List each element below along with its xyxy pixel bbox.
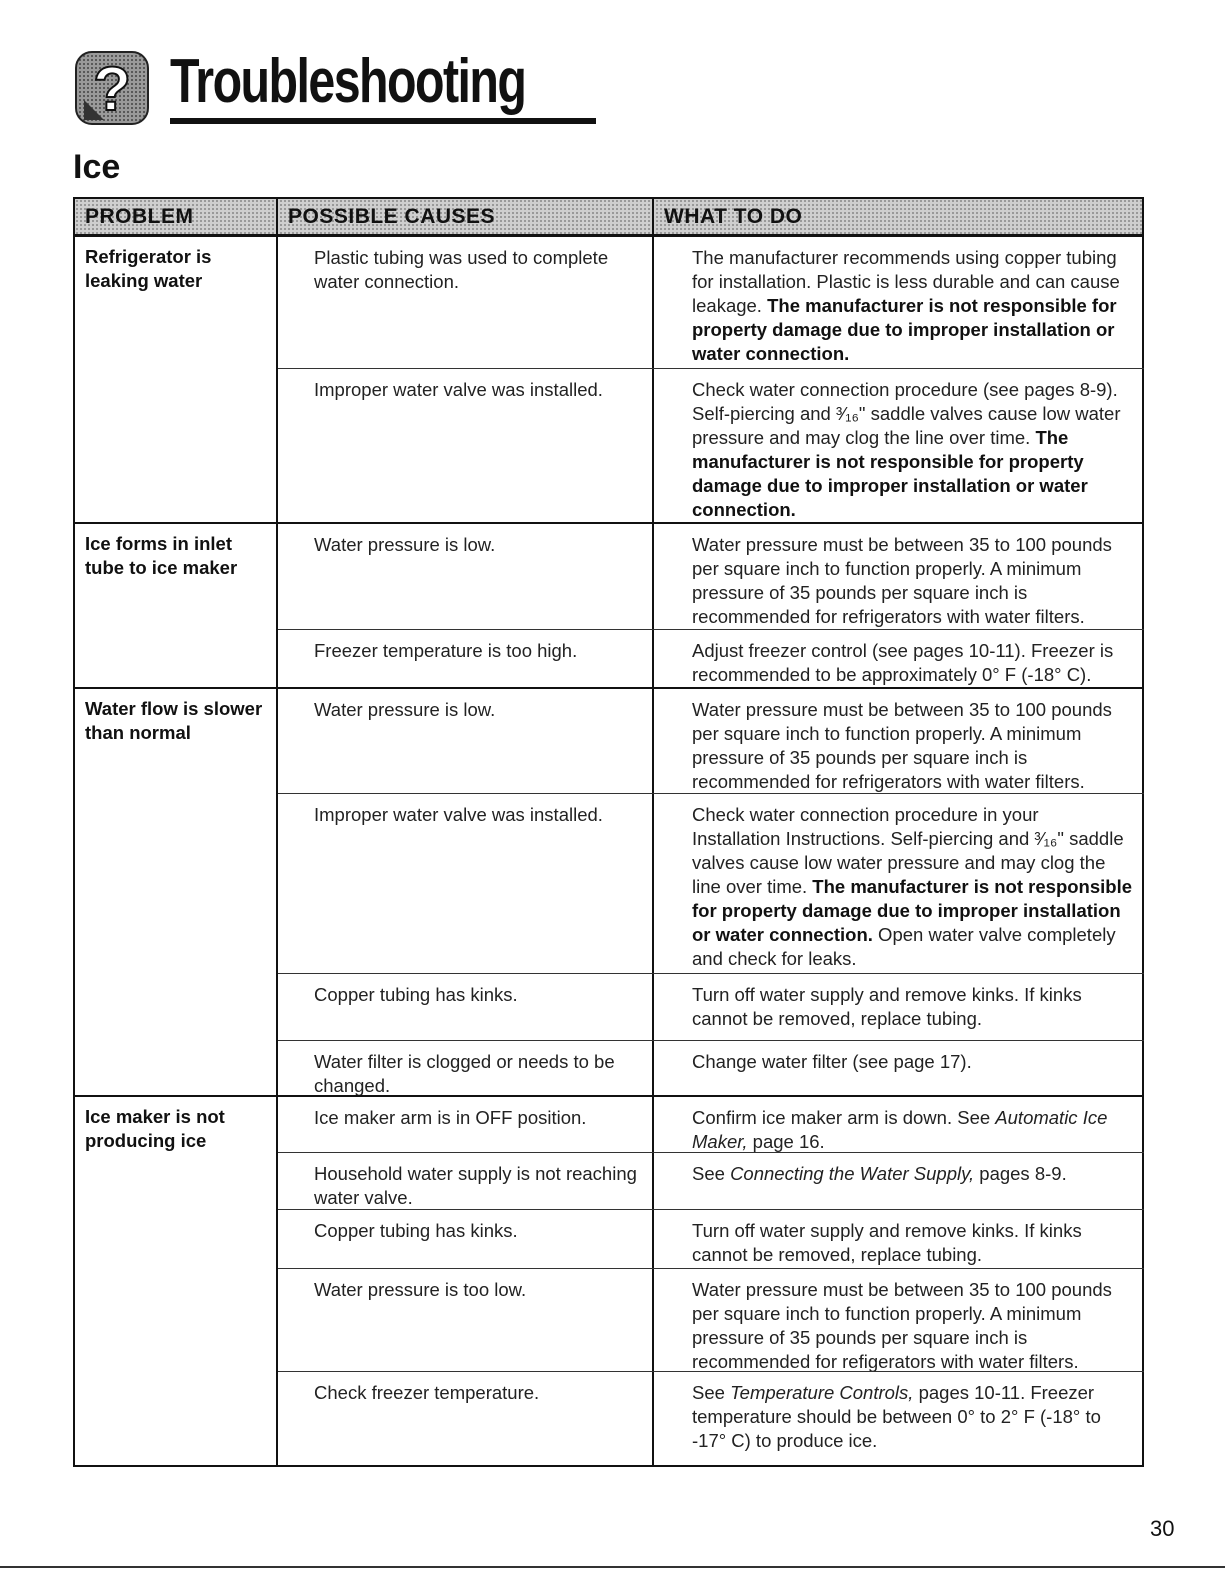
question-icon	[74, 50, 150, 126]
table-row	[278, 368, 1144, 522]
cause-cell: Freezer temperature is too high.	[314, 640, 578, 661]
cause-cell: Improper water valve was installed.	[314, 804, 603, 825]
table-row	[278, 629, 1144, 687]
problem-cell: Water flow is slower than normal	[75, 687, 278, 1095]
page-title: Troubleshooting	[170, 47, 526, 116]
todo-cell: The manufacturer recommends using copper tubing for installation. Plastic is less durable and can cause leakage. The manufacturer is not responsible for property damage due to improper installation or water connection.	[692, 247, 1120, 364]
todo-cell: See Temperature Controls, pages 10-11. Freezer temperature should be between 0° to 2° F (-18° to -17° C) to produce ice.	[692, 1382, 1101, 1451]
bottom-rule	[0, 1566, 1225, 1568]
troubleshooting-table	[73, 197, 1144, 1467]
section-title: Ice	[73, 148, 121, 186]
cause-cell: Copper tubing has kinks.	[314, 984, 518, 1005]
cause-cell: Improper water valve was installed.	[314, 379, 603, 400]
cause-cell: Water pressure is too low.	[314, 1279, 527, 1300]
todo-cell: Change water filter (see page 17).	[692, 1051, 972, 1072]
table-row	[278, 1095, 1144, 1152]
table-row	[278, 522, 1144, 629]
cause-cell: Household water supply is not reaching water valve.	[314, 1163, 637, 1208]
table-row	[278, 1371, 1144, 1467]
title-underline	[170, 118, 596, 124]
cause-cell: Water pressure is low.	[314, 699, 496, 720]
table-row	[278, 1152, 1144, 1209]
table-row	[278, 687, 1144, 793]
svg-text:?: ?	[93, 55, 131, 124]
todo-cell: Water pressure must be between 35 to 100 pounds per square inch to function properly. A minimum pressure of 35 pounds per square inch is recommended for refrigerators with water filters.	[692, 534, 1112, 627]
problem-cell: Ice forms in inlet tube to ice maker	[75, 522, 278, 687]
cause-cell: Ice maker arm is in OFF position.	[314, 1107, 587, 1128]
table-row	[278, 1209, 1144, 1268]
cause-cell: Plastic tubing was used to complete water connection.	[314, 247, 609, 292]
page-number: 30	[1150, 1516, 1175, 1541]
header-problem: PROBLEM	[85, 204, 194, 228]
table-row	[278, 973, 1144, 1040]
table-row	[278, 1040, 1144, 1095]
todo-cell: Turn off water supply and remove kinks. If kinks cannot be removed, replace tubing.	[692, 984, 1082, 1029]
table-row	[278, 237, 1144, 368]
todo-cell: Adjust freezer control (see pages 10-11). Freezer is recommended to be approximately 0° F (-18° C).	[692, 640, 1114, 685]
todo-cell: Turn off water supply and remove kinks. If kinks cannot be removed, replace tubing.	[692, 1220, 1082, 1265]
header-what-to-do: WHAT TO DO	[664, 204, 803, 228]
cause-cell: Copper tubing has kinks.	[314, 1220, 518, 1241]
todo-cell: Water pressure must be between 35 to 100 pounds per square inch to function properly. A minimum pressure of 35 pounds per square inch is recommended for refrigerators with water filters.	[692, 699, 1112, 792]
table-header	[75, 199, 1142, 237]
cause-cell: Water filter is clogged or needs to be changed.	[314, 1051, 615, 1096]
problem-cell: Refrigerator is leaking water	[85, 246, 212, 291]
table-row	[278, 793, 1144, 973]
header-possible-causes: POSSIBLE CAUSES	[288, 204, 496, 228]
todo-cell: Check water connection procedure (see pages 8-9). Self-piercing and ³⁄₁₆" saddle valves cause low water pressure and may clog the line over time. The manufacturer is not responsible for property damage due to improper installation or water connection.	[692, 379, 1121, 520]
todo-cell: Confirm ice maker arm is down. See Automatic Ice Maker, page 16.	[692, 1107, 1108, 1152]
todo-cell: Water pressure must be between 35 to 100 pounds per square inch to function properly. A minimum pressure of 35 pounds per square inch is recommended for refigerators with water filters.	[692, 1279, 1112, 1372]
table-row	[278, 1268, 1144, 1371]
problem-cell: Ice maker is not producing ice	[75, 1095, 278, 1467]
todo-cell: See Connecting the Water Supply, pages 8-9.	[692, 1163, 1067, 1184]
cause-cell: Water pressure is low.	[314, 534, 496, 555]
cause-cell: Check freezer temperature.	[314, 1382, 540, 1403]
todo-cell: Check water connection procedure in your Installation Instructions. Self-piercing and ³⁄₁₆" saddle valves cause low water pressure and may clog the line over time. The manufacturer is not responsible for property damage due to improper installation or water connection. Open water valve completely and check for leaks.	[692, 804, 1132, 969]
